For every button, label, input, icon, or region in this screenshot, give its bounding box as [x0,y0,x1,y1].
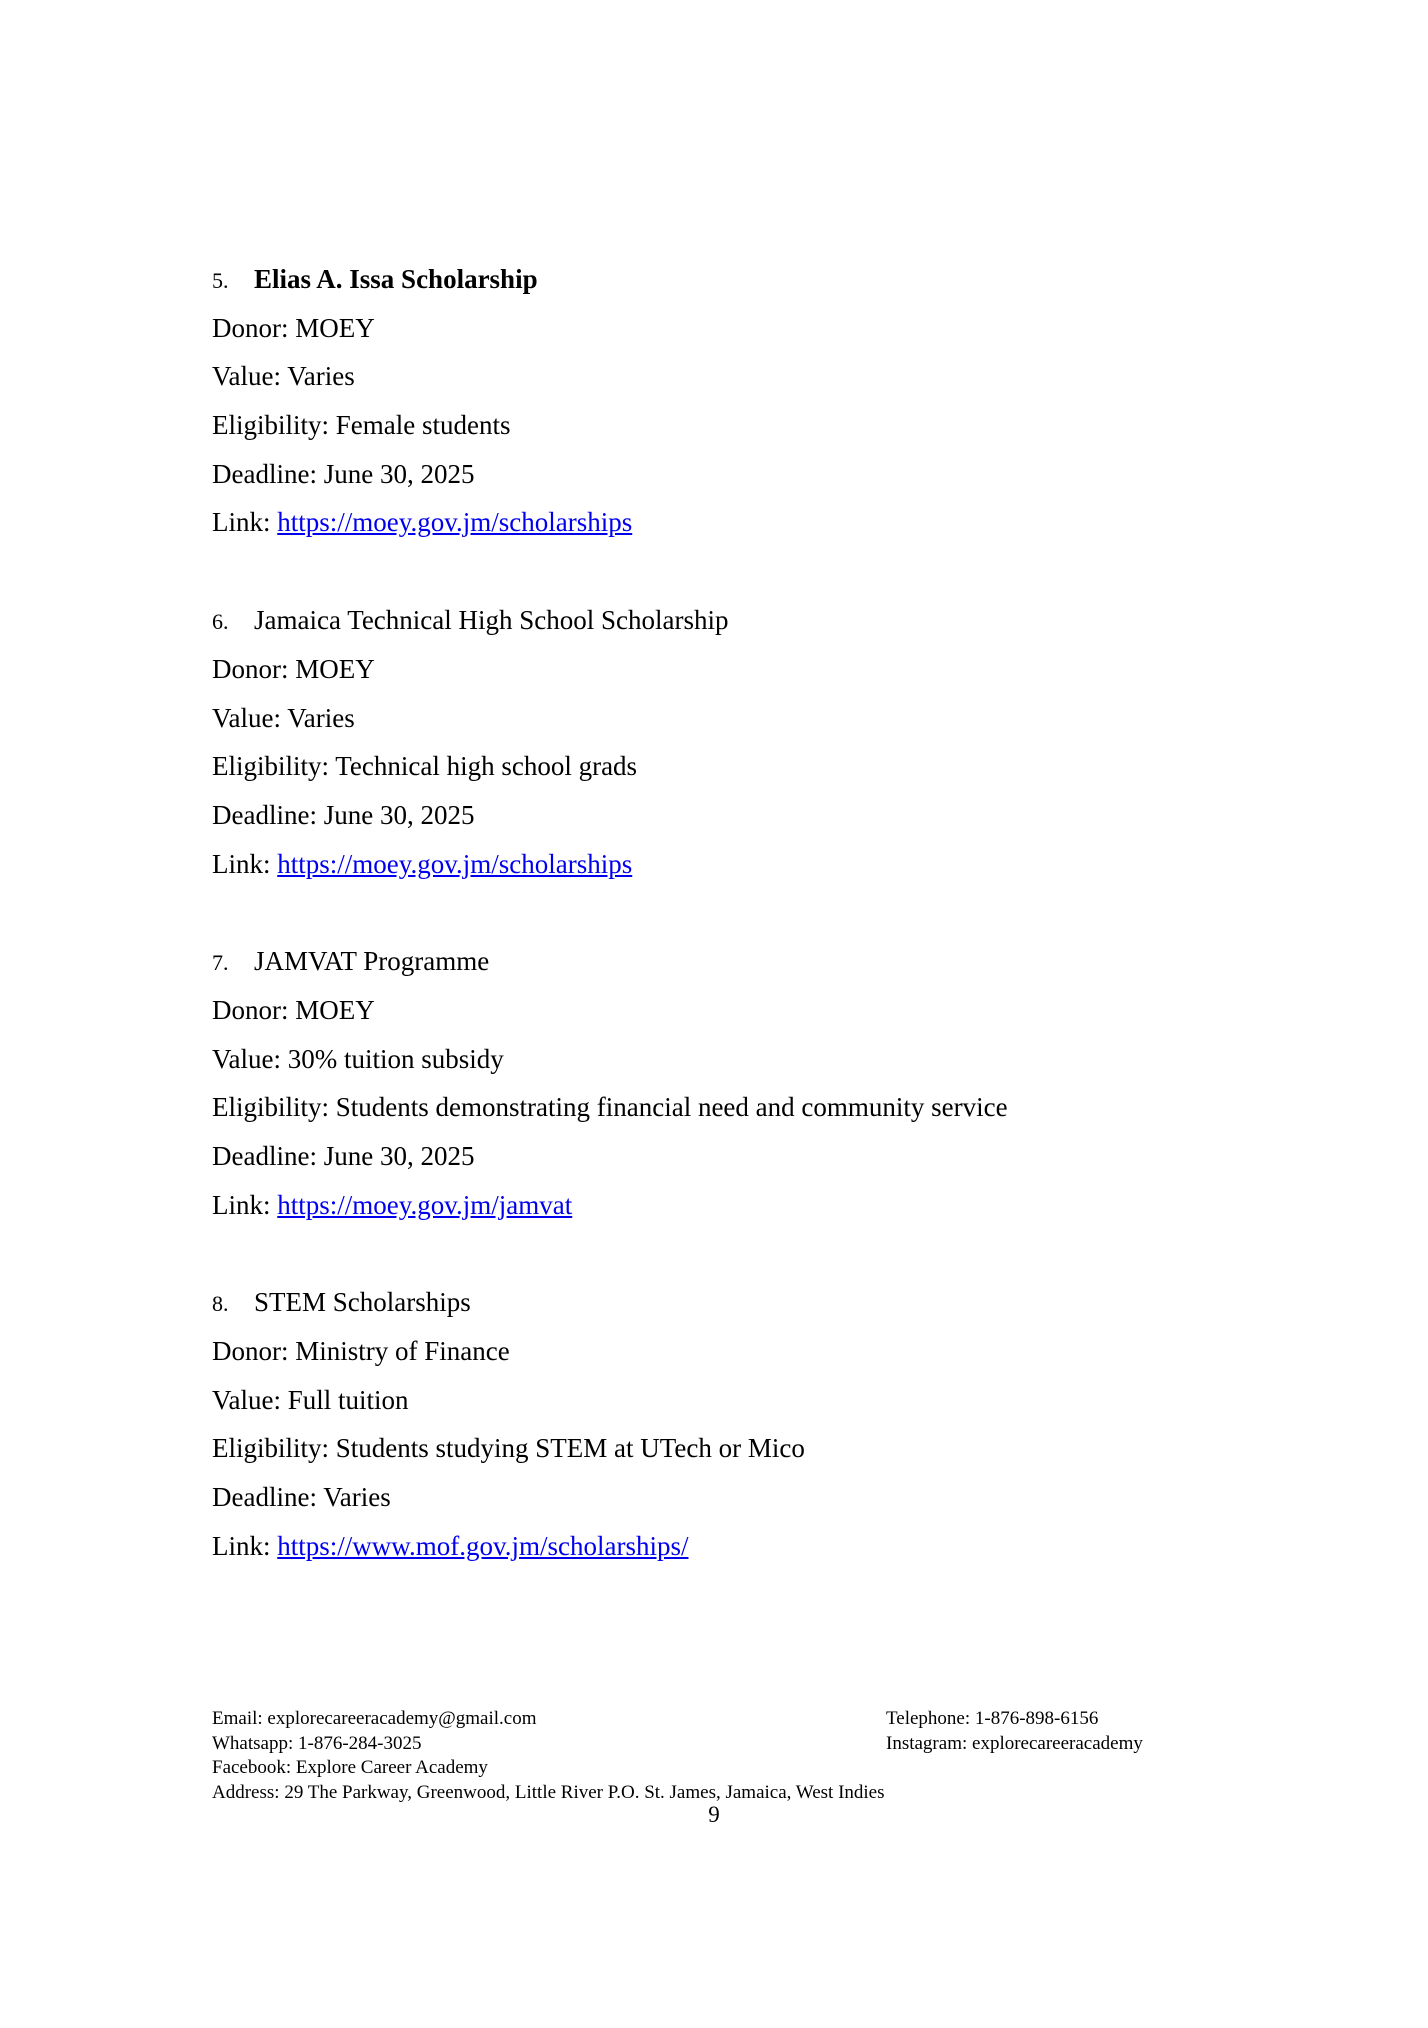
link-line [212,1181,1222,1230]
email-label: Email: [212,1708,263,1729]
deadline-value: Varies [323,1482,391,1513]
value-line [212,694,1222,743]
telephone-label: Telephone: [886,1708,971,1729]
deadline-value: June 30, 2025 [323,1141,475,1171]
scholarship-title: Elias A. Issa Scholarship [254,264,538,294]
page-footer [212,1707,1222,1805]
eligibility-value: Female students [335,410,511,441]
list-number: 7. [212,950,229,976]
value-value: Varies [287,361,355,392]
donor-value: MOEY [295,653,375,684]
deadline-label: Deadline: [212,458,317,489]
link-label: Link: [212,1530,271,1561]
facebook-label: Facebook: [212,1757,292,1778]
scholarship-heading [212,937,1222,986]
eligibility-line [212,1083,1222,1132]
donor-label: Donor: [212,312,289,343]
value-label: Value: [212,361,281,392]
whatsapp-label: Whatsapp: [212,1732,294,1754]
link-line [212,498,1222,547]
scholarship-heading [212,596,1222,645]
scholarship-link[interactable]: https://moey.gov.jm/scholarships [277,507,633,538]
value-label: Value: [212,1043,281,1074]
eligibility-value: Students studying STEM at UTech or Mico [335,1433,805,1464]
deadline-value: June 30, 2025 [323,458,475,489]
scholarship-entry-5 [212,255,1222,547]
list-number: 5. [212,268,229,293]
deadline-label: Deadline: [212,1482,317,1513]
scholarship-heading [212,255,1222,304]
eligibility-label: Eligibility: [212,751,330,782]
list-number: 8. [212,1291,229,1317]
instagram-label: Instagram: [886,1732,968,1754]
eligibility-label: Eligibility: [212,410,330,441]
scholarship-title: Jamaica Technical High School Scholarship [254,605,729,636]
donor-value: MOEY [295,994,375,1025]
eligibility-value: Technical high school grads [335,751,638,782]
scholarship-entry-8 [212,1278,1222,1570]
value-line [212,1376,1222,1425]
donor-line [212,645,1222,694]
value-value: Varies [287,702,355,733]
donor-line [212,1327,1222,1376]
deadline-value: June 30, 2025 [323,799,475,830]
value-line [212,352,1222,401]
email-value: explorecareeracademy@gmail.com [267,1708,537,1729]
eligibility-line [212,1424,1222,1473]
scholarship-link[interactable]: https://moey.gov.jm/jamvat [277,1189,573,1220]
donor-label: Donor: [212,653,289,684]
scholarship-title: STEM Scholarships [254,1287,471,1318]
telephone-block [886,1707,1098,1732]
footer-row-3 [212,1756,1222,1781]
footer-row-1 [212,1707,1222,1732]
donor-value: Ministry of Finance [295,1336,510,1367]
value-line [212,1035,1222,1084]
scholarship-link[interactable]: https://www.mof.gov.jm/scholarships/ [277,1530,689,1561]
deadline-line [212,791,1222,840]
deadline-line [212,1132,1222,1181]
scholarship-title: JAMVAT Programme [254,946,490,977]
value-label: Value: [212,1384,281,1415]
whatsapp-value: 1-876-284-3025 [298,1732,422,1754]
link-label: Link: [212,848,271,879]
deadline-label: Deadline: [212,799,317,830]
scholarship-entry-6 [212,596,1222,888]
instagram-block [886,1732,1143,1757]
value-value: Full tuition [287,1384,409,1415]
donor-label: Donor: [212,1336,289,1367]
eligibility-value: Students demonstrating financial need and community service [335,1092,1008,1123]
footer-row-2 [212,1732,1222,1757]
scholarship-entry-7 [212,937,1222,1229]
page-number: 9 [708,1802,720,1827]
donor-line [212,986,1222,1035]
link-label: Link: [212,507,271,538]
eligibility-label: Eligibility: [212,1433,330,1464]
eligibility-line [212,401,1222,450]
facebook-value: Explore Career Academy [295,1757,488,1778]
scholarship-list [212,255,1222,1620]
value-label: Value: [212,702,281,733]
link-line [212,840,1222,889]
link-label: Link: [212,1189,271,1220]
donor-line [212,304,1222,353]
address-value: 29 The Parkway, Greenwood, Little River P.O. St. James, Jamaica, West Indies [284,1781,885,1803]
donor-label: Donor: [212,994,289,1025]
scholarship-link[interactable]: https://moey.gov.jm/scholarships [277,848,633,879]
instagram-value: explorecareeracademy [972,1732,1143,1754]
value-value: 30% tuition subsidy [287,1043,504,1074]
link-line [212,1522,1222,1571]
list-number: 6. [212,609,229,635]
telephone-value: 1-876-898-6156 [974,1708,1099,1729]
scholarship-heading [212,1278,1222,1327]
donor-value: MOEY [295,312,375,343]
eligibility-line [212,742,1222,791]
address-label: Address: [212,1781,280,1803]
deadline-line [212,450,1222,499]
deadline-line [212,1473,1222,1522]
eligibility-label: Eligibility: [212,1092,330,1123]
deadline-label: Deadline: [212,1141,317,1171]
